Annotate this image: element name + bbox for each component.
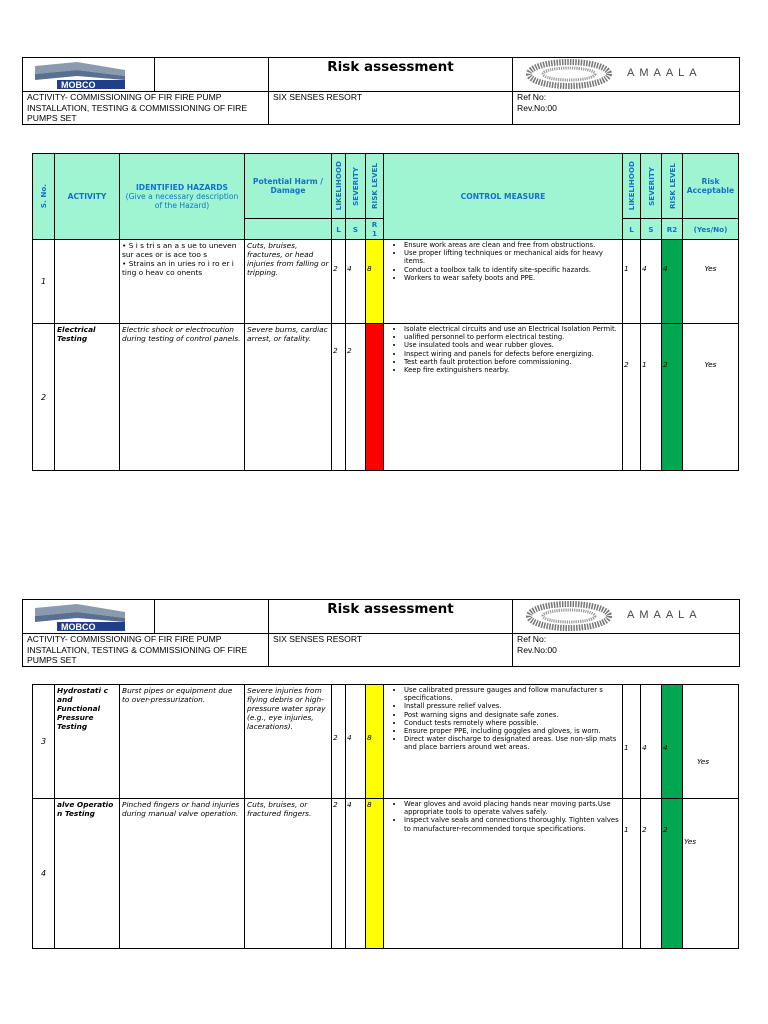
control-item: • Post warning signs and designate safe zones. [404,711,620,719]
row-hazards: Burst pipes or equipment due to over-pressurization. [120,685,245,799]
col-severity: SEVERITY [346,154,366,219]
row-hazards: Electric shock or electrocution during testing of control panels. [120,324,245,471]
table-row [33,685,739,799]
row-acceptable: Yes [683,324,739,471]
row-r1: 8 [366,685,384,799]
col-risk-acceptable: Risk Acceptable [683,154,739,219]
amaala-logo [517,600,735,632]
header-blank-cell [155,600,269,634]
row-sno: 1 [33,240,55,324]
document-header-page2 [22,599,740,667]
row-r1: 8 [366,240,384,324]
col-r1: R 1 [366,219,384,240]
control-item: • Wear gloves and avoid placing hands near moving parts.Use appropriate tools to operate valves safely. [404,800,620,816]
control-item: • Inspect wiring and panels for defects before energizing. [404,350,620,358]
row-activity: Hydrostati c and Functional Pressure Testing [55,685,120,799]
amaala-emblem-icon [517,600,621,632]
col-severity-2: SEVERITY [641,154,662,219]
row-controls [384,799,623,949]
row-sno: 3 [33,685,55,799]
control-item: • Test earth fault protection before commissioning. [404,358,620,366]
col-harm: Potential Harm / Damage [245,154,332,219]
col-hazards: IDENTIFIED HAZARDS (Give a necessary description of the Hazard) [120,154,245,240]
row-harm: Severe burns, cardiac arrest, or fatality. [245,324,332,471]
table-row [33,240,739,324]
col-l: L [332,219,346,240]
row-l2: 2 [623,324,641,471]
control-item: • Workers to wear safety boots and PPE. [404,274,620,282]
row-r2: 4 [662,240,683,324]
control-item: • Use insulated tools and wear rubber gloves. [404,341,620,349]
reference-info [513,92,740,125]
row-r2: 2 [662,799,683,949]
row-activity [55,240,120,324]
row-activity: alve Operatio n Testing [55,799,120,949]
row-s1: 2 [346,324,366,471]
document-title: Risk assessment [269,600,513,634]
row-controls [384,240,623,324]
control-item: • Ensure proper PPE, including goggles and gloves, is worn. [404,727,620,735]
row-l2: 1 [623,240,641,324]
row-acceptable: Yes [683,685,739,799]
row-r1 [366,324,384,471]
row-l2: 1 [623,799,641,949]
hazard-line: • S i s tri s an a s ue to uneven sur aces or is ace too s [122,241,237,259]
risk-table-page1 [32,153,739,471]
control-item: • Use proper lifting techniques or mechanical aids for heavy items. [404,249,620,265]
row-l1: 2 [332,685,346,799]
row-s2: 2 [641,799,662,949]
control-item: • Use calibrated pressure gauges and follow manufacturer s specifications. [404,686,620,702]
control-item: • Inspect valve seals and connections thoroughly. Tighten valves to manufacturer-recommended torque specifications. [404,816,620,832]
rev-no: Rev.No:00 [517,644,557,655]
document-title: Risk assessment [269,58,513,92]
col-yes-no: (Yes/No) [683,219,739,240]
row-harm: Cuts, bruises, fractures, or head injuries from falling or tripping. [245,240,332,324]
row-r1: 8 [366,799,384,949]
mobco-logo-icon [27,600,131,632]
amaala-logo [517,58,735,90]
row-s2: 4 [641,685,662,799]
row-harm: Cuts, bruises, or fractured fingers. [245,799,332,949]
activity-description: ACTIVITY- COMMISSIONING OF FIR FIRE PUMP INSTALLATION, TESTING & COMMISSIONING OF FIRE PUMPS SET [23,92,269,125]
col-risk-level: RISK LEVEL [366,154,384,219]
mobco-logo-cell [23,600,155,634]
col-harm-sub [245,219,332,240]
amaala-wordmark: AMAALA [627,609,702,621]
control-item: • Isolate electrical circuits and use an Electrical Isolation Permit. [404,325,620,333]
row-s2: 1 [641,324,662,471]
table-row [33,799,739,949]
row-l1: 2 [332,240,346,324]
col-control: CONTROL MEASURE [384,154,623,240]
header-blank-cell [155,58,269,92]
hazard-line: • Strains an in uries ro i ro er i ting o heav co onents [122,259,234,277]
row-activity: Electrical Testing [55,324,120,471]
row-r2: 2 [662,324,683,471]
svg-text:MOBCO: MOBCO [61,622,96,632]
row-l2: 1 [623,685,641,799]
col-sno: S. No. [33,154,55,240]
ref-no: Ref No: [517,92,547,102]
row-harm: Severe injuries from flying debris or high-pressure water spray (e.g., eye injuries, lacerations). [245,685,332,799]
col-activity: ACTIVITY [55,154,120,240]
amaala-emblem-icon [517,58,621,90]
row-controls [384,685,623,799]
col-s: S [346,219,366,240]
col-risk-level-2: RISK LEVEL [662,154,683,219]
control-item: • Ensure work areas are clean and free from obstructions. [404,241,620,249]
col-likelihood-2: LIKELIHOOD [623,154,641,219]
col-likelihood: LIKELIHOOD [332,154,346,219]
document-header [22,57,740,125]
ref-no: Ref No: [517,634,547,644]
row-hazards: Pinched fingers or hand injuries during manual valve operation. [120,799,245,949]
rev-no: Rev.No:00 [517,102,557,113]
amaala-logo-cell [513,600,740,634]
control-item: • Keep fire extinguishers nearby. [404,366,620,374]
risk-table-page2 [32,684,739,949]
control-item: • Install pressure relief valves. [404,702,620,710]
reference-info [513,634,740,667]
row-l1: 2 [332,324,346,471]
mobco-logo-icon [27,58,131,90]
amaala-wordmark: AMAALA [627,67,702,79]
control-item: • Conduct tests remotely where possible. [404,719,620,727]
col-r2: R2 [662,219,683,240]
row-controls [384,324,623,471]
row-sno: 2 [33,324,55,471]
project-name: SIX SENSES RESORT [269,634,513,667]
amaala-logo-cell [513,58,740,92]
control-item: • Direct water discharge to designated areas. Use non-slip mats and place barriers around wet areas. [404,735,620,751]
row-sno: 4 [33,799,55,949]
row-s1: 4 [346,240,366,324]
row-s1: 4 [346,799,366,949]
col-l-2: L [623,219,641,240]
row-s2: 4 [641,240,662,324]
row-acceptable: Yes [683,240,739,324]
row-s1: 4 [346,685,366,799]
col-s-2: S [641,219,662,240]
project-name: SIX SENSES RESORT [269,92,513,125]
mobco-logo [27,58,131,90]
row-r2: 4 [662,685,683,799]
row-acceptable: Yes [683,799,739,949]
control-item: • Conduct a toolbox talk to identify site-specific hazards. [404,266,620,274]
control-item: • ualified personnel to perform electrical testing. [404,333,620,341]
activity-description: ACTIVITY- COMMISSIONING OF FIR FIRE PUMP INSTALLATION, TESTING & COMMISSIONING OF FIRE PUMPS SET [23,634,269,667]
row-l1: 2 [332,799,346,949]
mobco-logo-cell [23,58,155,92]
table-row [33,324,739,471]
row-hazards [120,240,245,324]
svg-text:MOBCO: MOBCO [61,80,96,90]
mobco-logo [27,600,131,632]
